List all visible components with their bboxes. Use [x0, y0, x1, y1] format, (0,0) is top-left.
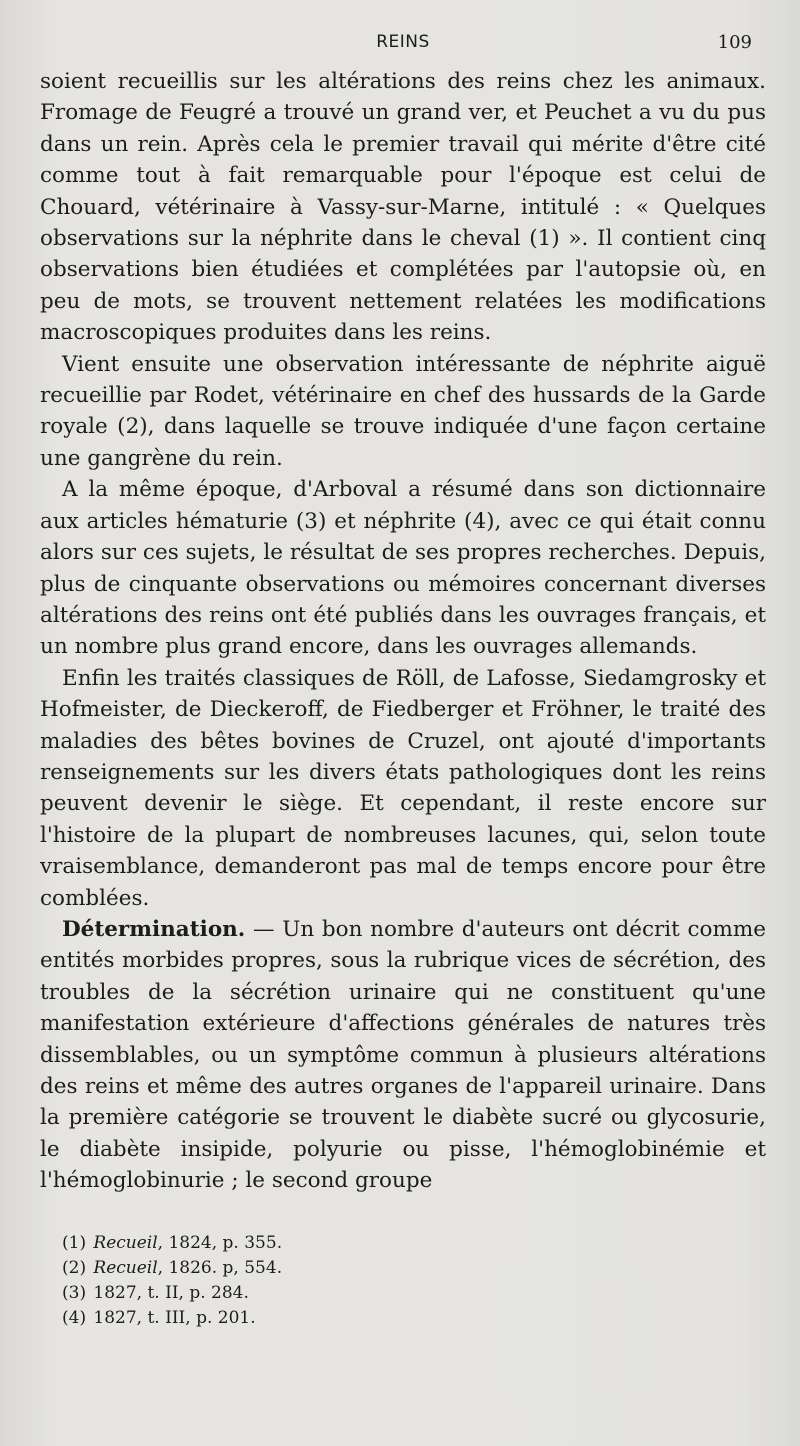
running-header: [40, 30, 766, 62]
page-number: 109: [717, 32, 752, 53]
body-text: [40, 66, 766, 1197]
paragraph-traites: Enfin les traités classiques de Röll, de Lafosse, Siedamgrosky et Hofmeister, de Dieckeroff, de Fiedberger et Fröhner, le traité des maladies des bêtes bovines de Cruzel, ont ajouté d'importants renseignements sur les divers états pathologiques dont les reins peuvent devenir le siège. Et cependant, il reste encore sur l'histoire de la plupart de nombreuses lacunes, qui, selon toute vraisemblance, demanderont pas mal de temps encore pour être comblées.: [40, 665, 766, 911]
footnote-source: Recueil: [93, 1257, 158, 1278]
footnote-2: [62, 1256, 766, 1281]
section-text: — Un bon nombre d'auteurs ont décrit comme entités morbides propres, sous la rubrique vices de sécrétion, des troubles de la sécrétion urinaire qui ne constituent qu'une manifestation extérieure d'affections générales de natures très dissemblables, ou un symptôme commun à plusieurs altérations des reins et même des autres organes de l'appareil urinaire. Dans la première catégorie se trouvent le diabète sucré ou glycosurie, le diabète insipide, polyurie ou pisse, l'hémoglobinémie et l'hémoglobinurie ; le second groupe: [40, 916, 766, 1194]
footnote-4: [62, 1306, 766, 1331]
footnote-mark: (4): [62, 1307, 87, 1328]
footnotes: [40, 1231, 766, 1331]
footnote-mark: (2): [62, 1257, 87, 1278]
footnote-details: , 1826. p, 554.: [157, 1257, 283, 1278]
footnote-3: [62, 1281, 766, 1306]
footnote-details: 1827, t. III, p. 201.: [93, 1307, 256, 1328]
footnote-details: , 1824, p. 355.: [157, 1232, 283, 1253]
footnote-source: Recueil: [93, 1232, 158, 1253]
footnote-1: [62, 1231, 766, 1256]
footnote-details: 1827, t. II, p. 284.: [93, 1282, 249, 1303]
section-determination: [40, 914, 766, 1197]
paragraph-rodet: Vient ensuite une observation intéressante de néphrite aiguë recueillie par Rodet, vétérinaire en chef des hussards de la Garde royale (2), dans laquelle se trouve indiquée d'une façon certaine une gangrène du rein.: [40, 351, 766, 471]
chapter-title: REINS: [376, 32, 430, 52]
paragraph-arboval: A la même époque, d'Arboval a résumé dans son dictionnaire aux articles hématurie (3) et néphrite (4), avec ce qui était connu alors sur ces sujets, le résultat de ses propres recherches. Depuis, plus de cinquante observations ou mémoires concernant diverses altérations des reins ont été publiés dans les ouvrages français, et un nombre plus grand encore, dans les ouvrages allemands.: [40, 477, 766, 660]
section-heading: Détermination.: [62, 916, 246, 942]
footnote-mark: (1): [62, 1232, 87, 1253]
paragraph-continuation: soient recueillis sur les altérations des reins chez les animaux. Fromage de Feugré a trouvé un grand ver, et Peuchet a vu du pus dans un rein. Après cela le premier travail qui mérite d'être cité comme tout à fait remarquable pour l'époque est celui de Chouard, vétérinaire à Vassy-sur-Marne, intitulé : « Quelques observations sur la néphrite dans le cheval (1) ». Il contient cinq observations bien étudiées et complétées par l'autopsie où, en peu de mots, se trouvent nettement relatées les modifications macroscopiques produites dans les reins.: [40, 69, 766, 346]
footnote-mark: (3): [62, 1282, 87, 1303]
